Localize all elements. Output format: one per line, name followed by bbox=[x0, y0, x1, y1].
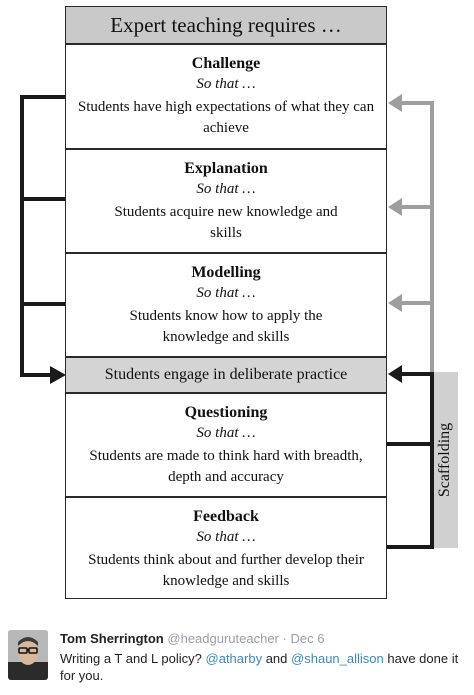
left-arrowhead bbox=[50, 366, 66, 384]
grey-arrowhead-explanation bbox=[388, 198, 402, 216]
section-title: Questioning bbox=[184, 404, 268, 421]
avatar[interactable] bbox=[8, 630, 48, 680]
grey-arrowhead-challenge bbox=[388, 94, 402, 112]
grey-arrowhead-modelling bbox=[388, 294, 402, 312]
scaffolding-label-wrap bbox=[432, 372, 458, 548]
avatar-photo-icon bbox=[8, 630, 48, 680]
mention-link-atharby[interactable]: @atharby bbox=[205, 651, 263, 666]
tweet-header bbox=[60, 631, 324, 646]
tweet-separator: · bbox=[282, 631, 287, 646]
section-modelling bbox=[65, 253, 387, 357]
section-subtitle: So that … bbox=[196, 425, 256, 441]
section-subtitle: So that … bbox=[196, 76, 256, 92]
tweet-text-start: Writing a T and L policy? bbox=[60, 651, 202, 666]
tweet-text-end: have done it for you. bbox=[60, 651, 459, 683]
tweet-handle[interactable]: @headguruteacher bbox=[167, 631, 279, 646]
section-subtitle: So that … bbox=[196, 181, 256, 197]
section-title: Challenge bbox=[191, 55, 261, 72]
section-subtitle: So that … bbox=[196, 529, 256, 545]
tweet-text-middle: and bbox=[265, 651, 288, 666]
section-title: Feedback bbox=[193, 508, 259, 525]
section-feedback bbox=[65, 497, 387, 599]
tweet-author[interactable]: Tom Sherrington bbox=[60, 631, 164, 646]
tweet-date[interactable]: Dec 6 bbox=[290, 631, 325, 646]
section-explanation bbox=[65, 149, 387, 253]
scaffolding-label: Scaffolding bbox=[436, 422, 454, 498]
section-body: Students know how to apply the knowledge and skills bbox=[129, 308, 323, 345]
section-body: Students acquire new knowledge and skills bbox=[114, 204, 338, 241]
section-challenge bbox=[65, 44, 387, 149]
section-body: Students have high expectations of what they can achieve bbox=[77, 99, 375, 136]
section-body: Students are made to think hard with breadth, depth and accuracy bbox=[89, 448, 363, 485]
section-subtitle: So that … bbox=[196, 285, 256, 301]
mention-link-shaun-allison[interactable]: @shaun_allison bbox=[291, 651, 384, 666]
section-title: Modelling bbox=[191, 264, 261, 281]
tweet-text bbox=[60, 650, 465, 684]
section-title: Explanation bbox=[184, 160, 268, 177]
diagram-header: Expert teaching requires … bbox=[65, 6, 387, 44]
practice-bar: Students engage in deliberate practice bbox=[65, 357, 387, 393]
tweet bbox=[8, 630, 468, 690]
right-arrowhead bbox=[388, 365, 402, 383]
section-body: Students think about and further develop their knowledge and skills bbox=[88, 552, 364, 589]
section-questioning bbox=[65, 393, 387, 497]
